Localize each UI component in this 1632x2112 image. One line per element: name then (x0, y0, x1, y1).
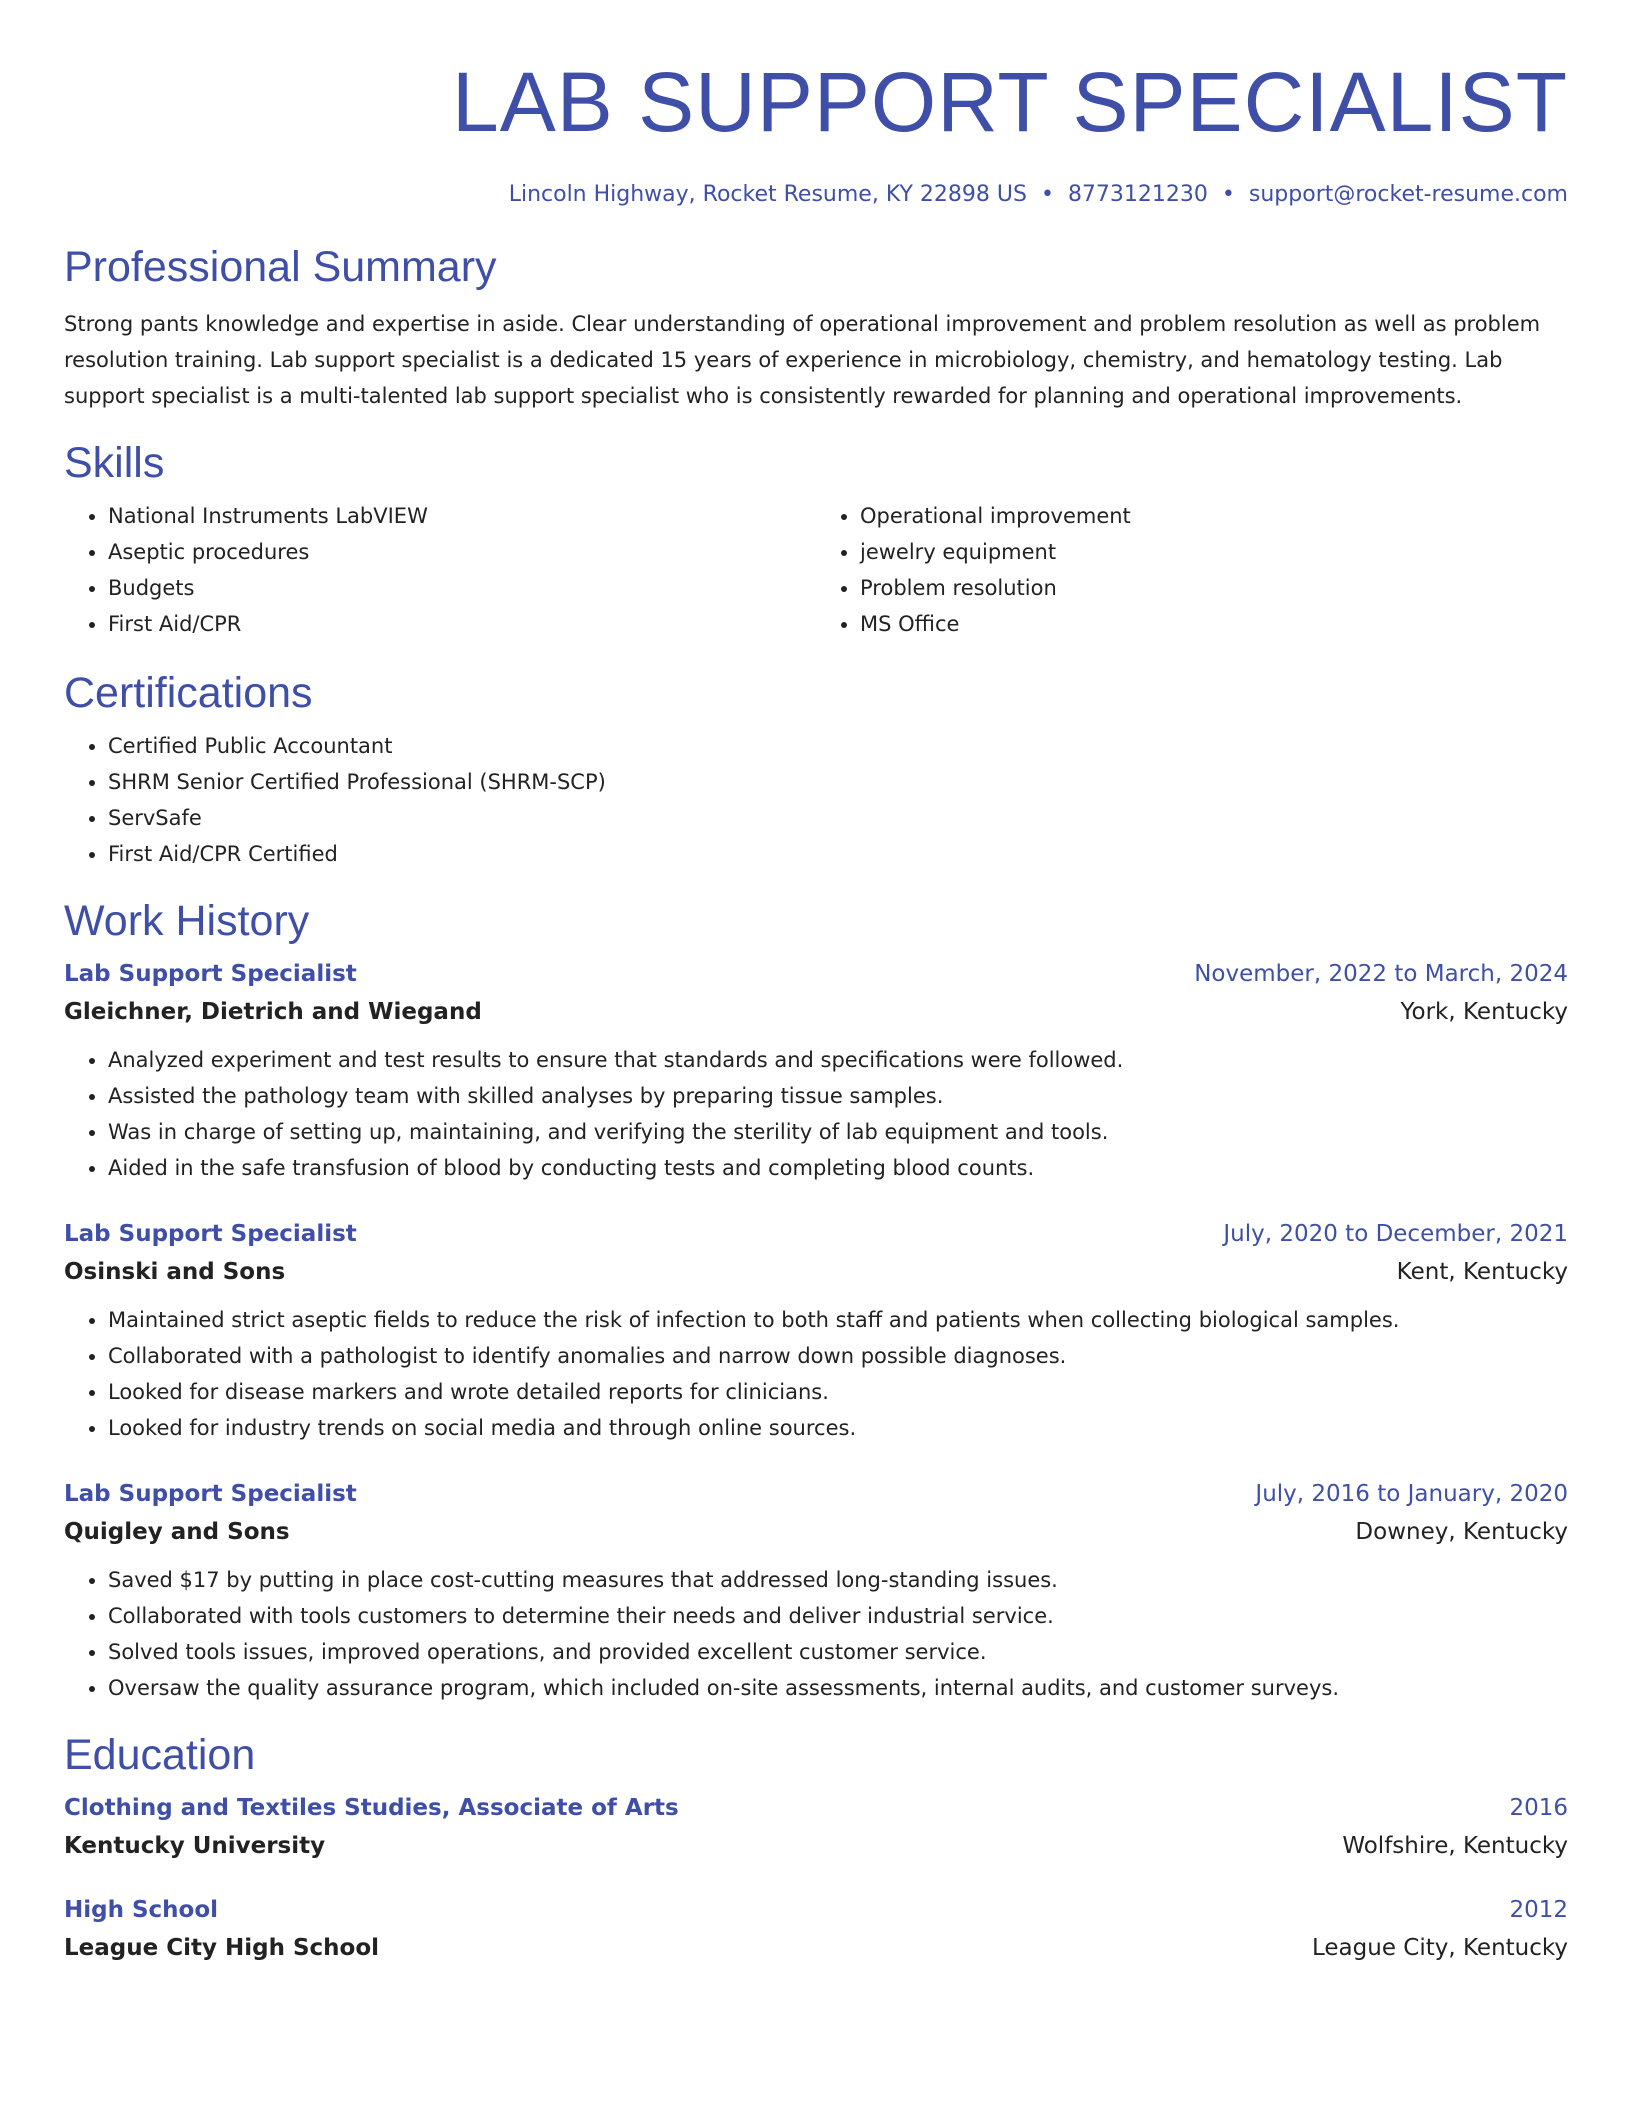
job-bullet: • Saved $17 by putting in place cost-cutting measures that addressed long-standing issues. (108, 1562, 1568, 1598)
certifications-list (64, 728, 1568, 872)
job-header-row (64, 1216, 1568, 1252)
job-bullet: • Solved tools issues, improved operations, and provided excellent customer service. (108, 1634, 1568, 1670)
summary-section (64, 242, 1568, 414)
skills-list-right (816, 498, 1568, 642)
certification-item: • First Aid/CPR Certified (108, 836, 1568, 872)
education-entry (64, 1790, 1568, 1866)
job-bullet: • Looked for industry trends on social media and through online sources. (108, 1410, 1568, 1446)
certification-item: • ServSafe (108, 800, 1568, 836)
job-title: Lab Support Specialist (64, 961, 357, 987)
job-entry (64, 1476, 1568, 1706)
education-header-row (64, 1790, 1568, 1826)
job-location: Kent, Kentucky (1396, 1259, 1568, 1285)
job-bullet: • Oversaw the quality assurance program, which included on-site assessments, internal audits, and customer surveys. (108, 1670, 1568, 1706)
address-text: Lincoln Highway, Rocket Resume, KY 22898 US (508, 182, 1027, 207)
job-company-row (64, 992, 1568, 1032)
resume-header (64, 52, 1568, 210)
job-bullets (64, 1042, 1568, 1186)
education-degree: Clothing and Textiles Studies, Associate of Arts (64, 1795, 679, 1821)
skill-item: • Budgets (108, 570, 816, 606)
skill-item: • Operational improvement (860, 498, 1568, 534)
job-company: Quigley and Sons (64, 1519, 290, 1545)
job-header-row (64, 956, 1568, 992)
email-link[interactable]: support@rocket-resume.com (1248, 182, 1568, 207)
skill-item: • National Instruments LabVIEW (108, 498, 816, 534)
skills-heading: Skills (64, 439, 165, 487)
job-bullet: • Collaborated with a pathologist to identify anomalies and narrow down possible diagnoses. (108, 1338, 1568, 1374)
job-bullet: • Analyzed experiment and test results to ensure that standards and specifications were followed. (108, 1042, 1568, 1078)
skills-list-left (64, 498, 816, 642)
education-school-row (64, 1928, 1568, 1968)
job-dates: July, 2016 to January, 2020 (1255, 1481, 1568, 1507)
certification-item: • Certified Public Accountant (108, 728, 1568, 764)
job-bullet: • Was in charge of setting up, maintaining, and verifying the sterility of lab equipment and tools. (108, 1114, 1568, 1150)
contact-separator: • (1040, 182, 1054, 207)
job-bullet: • Collaborated with tools customers to determine their needs and deliver industrial service. (108, 1598, 1568, 1634)
education-school: League City High School (64, 1935, 380, 1961)
skills-grid (64, 498, 1568, 642)
work-history-section (64, 896, 1568, 1706)
job-bullet: • Assisted the pathology team with skilled analyses by preparing tissue samples. (108, 1078, 1568, 1114)
job-location: York, Kentucky (1400, 999, 1568, 1025)
education-location: Wolfshire, Kentucky (1342, 1833, 1568, 1859)
phone-text: 8773121230 (1067, 182, 1208, 207)
job-title: Lab Support Specialist (64, 1481, 357, 1507)
summary-text: Strong pants knowledge and expertise in aside. Clear understanding of operational improvement and problem resolution as well as problem resolution training. Lab support specialist is a dedicated 15 years of experience in microbiology, chemistry, and hematology testing. Lab support specialist is a multi-talented lab support specialist who is consistently rewarded for planning and operational improvements. (64, 312, 1541, 408)
certification-item: • SHRM Senior Certified Professional (SHRM-SCP) (108, 764, 1568, 800)
skill-item: • MS Office (860, 606, 1568, 642)
job-entry (64, 956, 1568, 1186)
education-header-row (64, 1892, 1568, 1928)
job-header-row (64, 1476, 1568, 1512)
education-degree: High School (64, 1897, 219, 1923)
certifications-heading: Certifications (64, 669, 313, 717)
education-school: Kentucky University (64, 1833, 326, 1859)
education-entry (64, 1892, 1568, 1968)
job-entry (64, 1216, 1568, 1446)
skills-section (64, 438, 1568, 642)
candidate-name: LAB SUPPORT SPECIALIST (452, 55, 1568, 149)
job-company-row (64, 1512, 1568, 1552)
education-heading: Education (64, 1731, 256, 1779)
job-bullet: • Looked for disease markers and wrote detailed reports for clinicians. (108, 1374, 1568, 1410)
job-company: Gleichner, Dietrich and Wiegand (64, 999, 482, 1025)
education-section (64, 1730, 1568, 1968)
skill-item: • First Aid/CPR (108, 606, 816, 642)
job-location: Downey, Kentucky (1355, 1519, 1568, 1545)
job-bullet: • Aided in the safe transfusion of blood by conducting tests and completing blood counts. (108, 1150, 1568, 1186)
certifications-section (64, 668, 1568, 872)
job-dates: July, 2020 to December, 2021 (1223, 1221, 1568, 1247)
job-dates: November, 2022 to March, 2024 (1194, 961, 1568, 987)
contact-line (64, 180, 1568, 210)
job-title: Lab Support Specialist (64, 1221, 357, 1247)
job-bullets (64, 1302, 1568, 1446)
job-company-row (64, 1252, 1568, 1292)
education-school-row (64, 1826, 1568, 1866)
summary-heading: Professional Summary (64, 243, 497, 291)
education-year: 2012 (1509, 1897, 1568, 1923)
contact-separator: • (1221, 182, 1235, 207)
job-bullet: • Maintained strict aseptic fields to reduce the risk of infection to both staff and patients when collecting biological samples. (108, 1302, 1568, 1338)
work-history-heading: Work History (64, 897, 310, 945)
skill-item: • Aseptic procedures (108, 534, 816, 570)
skill-item: • Problem resolution (860, 570, 1568, 606)
skill-item: • jewelry equipment (860, 534, 1568, 570)
education-location: League City, Kentucky (1311, 1935, 1568, 1961)
job-bullets (64, 1562, 1568, 1706)
job-company: Osinski and Sons (64, 1259, 286, 1285)
education-year: 2016 (1509, 1795, 1568, 1821)
